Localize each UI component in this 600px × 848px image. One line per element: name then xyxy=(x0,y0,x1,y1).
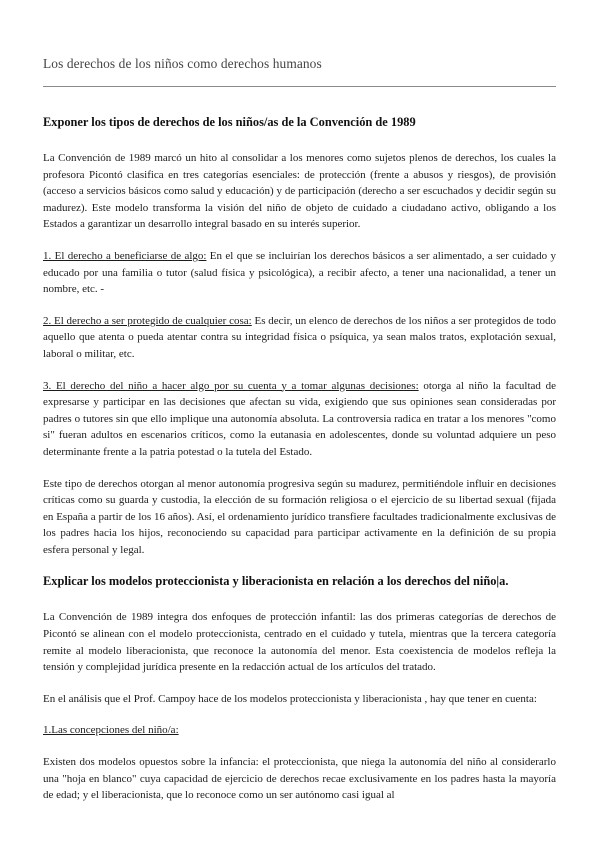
right-item-2-text: Es decir, un elenco de derechos de los niños a ser protegidos de todo aquello que atenta o pueda atentar contra su integridad física o psíquica, ya sean malos tratos, explotación sexual, laboral o militar, etc. xyxy=(43,314,556,360)
section2-paragraph-3: Existen dos modelos opuestos sobre la infancia: el proteccionista, que niega la autonomía del niño al considerarlo una "hoja en blanco" cuya capacidad de ejercicio de derechos recae exclusivamente en los padres hasta la mayoría de edad; y el liberacionista, que lo reconoce como un ser autónomo casi igual al xyxy=(43,756,556,802)
section1-intro: La Convención de 1989 marcó un hito al consolidar a los menores como sujetos plenos de derechos, los cuales la profesora Picontó clasifica en tres categorías esenciales: de protección (frente a abusos y riesgos), de provisión (acceso a servicios básicos como salud y educación) y de participación (derecho a ser escuchados y decidir según su madurez). Este modelo transforma la visión del niño de objeto de cuidado a ciudadano activo, obligando a los Estados a garantizar un desarrollo integral basado en su interés superior. xyxy=(43,152,556,231)
right-item-2-lead: 2. El derecho a ser protegido de cualquier cosa: xyxy=(43,314,252,327)
right-item-2 xyxy=(43,313,556,363)
section2-subheading: 1.Las concepciones del niño/a: xyxy=(43,724,179,737)
right-item-3 xyxy=(43,378,556,461)
right-item-1-lead: 1. El derecho a beneficiarse de algo: xyxy=(43,249,207,262)
running-header: Los derechos de los niños como derechos humanos xyxy=(43,56,322,71)
section2-heading: Explicar los modelos proteccionista y liberacionista en relación a los derechos del niño|a. xyxy=(43,574,509,589)
header-divider xyxy=(43,86,556,87)
section2-paragraph-2: En el análisis que el Prof. Campoy hace de los modelos proteccionista y liberacionista , hay que tener en cuenta: xyxy=(43,692,537,705)
right-item-3-text: otorga al niño la facultad de expresarse y participar en las decisiones que afectan su vida, exigiendo que sus opiniones sean consideradas por padres o tutores sin que ello implique una autonomía absoluta. La controversia radica en tratar a los menores "como si" fueran adultos en escenarios críticos, como la eutanasia en adolescentes, donde su voluntad adquiere un peso determinante frente a la patria potestad o la tutela del Estado. xyxy=(43,379,556,458)
section1-closing: Este tipo de derechos otorgan al menor autonomía progresiva según su madurez, permitiéndole influir en decisiones críticas como su guarda y custodia, la elección de su formación religiosa o el ejercicio de su libertad sexual (fijada en España a partir de los 16 años). Así, el ordenamiento jurídico transfiere facultades tradicionalmente exclusivas de los padres hacia los hijos, reconociendo su capacidad para participar activamente en la definición de su propia esfera personal y legal. xyxy=(43,477,556,556)
section2-paragraph-1: La Convención de 1989 integra dos enfoques de protección infantil: las dos primeras categorías de derechos de Picontó se alinean con el modelo proteccionista, centrado en el cuidado y tutela, mientras que la tercera categoría remite al modelo liberacionista, que reconoce la autonomía del menor. Esta coexistencia de modelos refleja la tensión y complejidad jurídica presente en la redacción actual de los artículos del tratado. xyxy=(43,611,556,674)
right-item-1-text: En el que se incluirían los derechos básicos a ser alimentado, a ser cuidado y educado por una familia o tutor (salud física y psicológica), a recibir afecto, a tener una nacionalidad, a tener un nombre, etc. - xyxy=(43,249,556,296)
right-item-3-lead: 3. El derecho del niño a hacer algo por su cuenta y a tomar algunas decisiones: xyxy=(43,379,419,392)
section1-heading: Exponer los tipos de derechos de los niños/as de la Convención de 1989 xyxy=(43,115,416,129)
right-item-1 xyxy=(43,248,556,298)
